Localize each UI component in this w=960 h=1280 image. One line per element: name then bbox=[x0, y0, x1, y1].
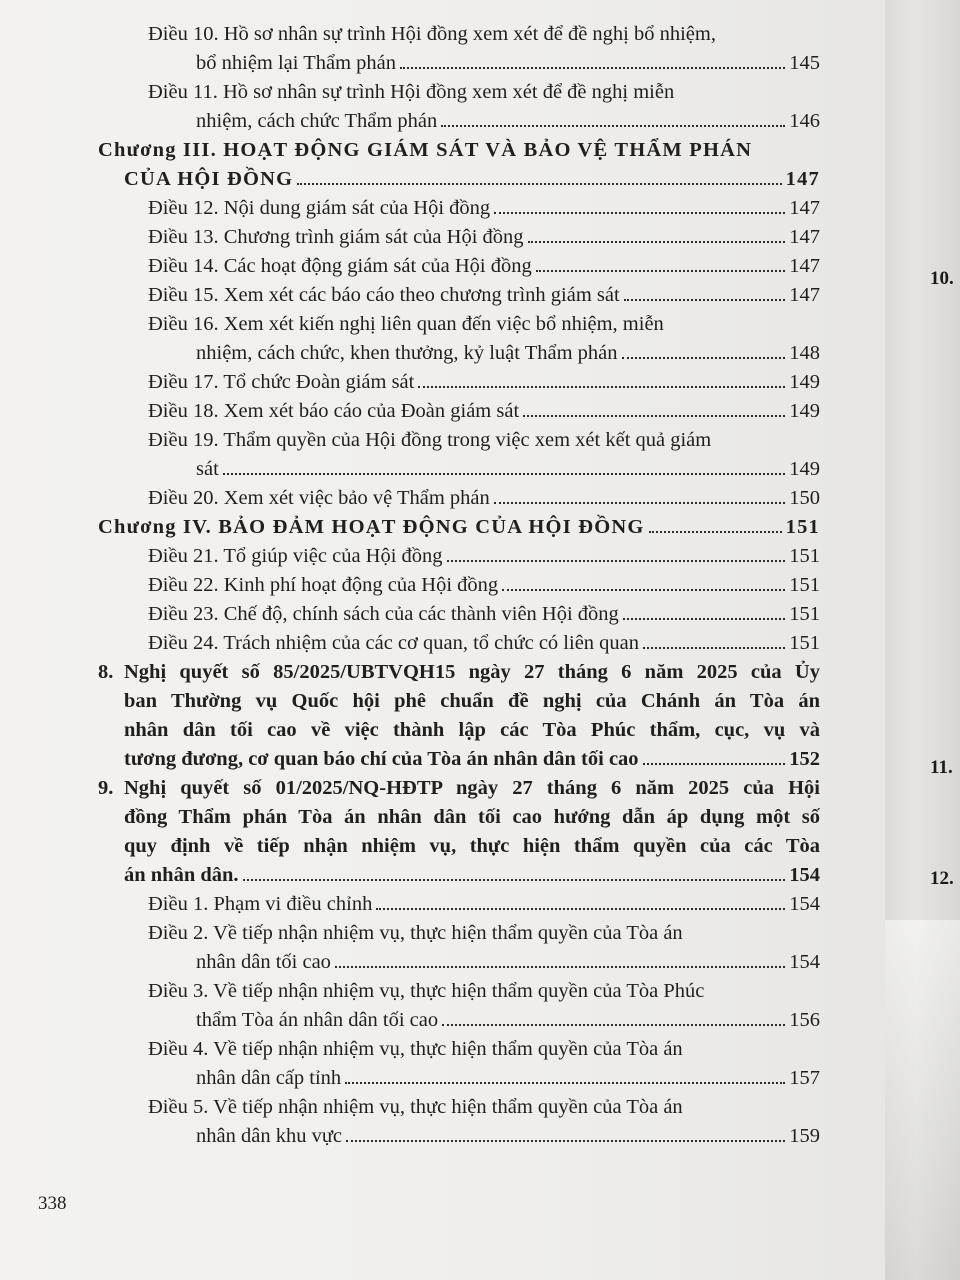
dot-leader bbox=[494, 212, 785, 214]
toc-line bbox=[148, 368, 820, 397]
toc-text: ban Thường vụ Quốc hội phê chuẩn đề nghị của Chánh án Tòa án bbox=[124, 690, 820, 712]
toc-text: Điều 2. Về tiếp nhận nhiệm vụ, thực hiện thẩm quyền của Tòa án bbox=[148, 922, 683, 944]
toc-page-number: 154 bbox=[789, 951, 820, 973]
toc-line bbox=[148, 426, 820, 455]
toc-article bbox=[98, 919, 820, 977]
toc-line bbox=[148, 455, 820, 484]
toc-text: Điều 10. Hồ sơ nhân sự trình Hội đồng xem xét để đề nghị bổ nhiệm, bbox=[148, 23, 716, 45]
toc-line bbox=[148, 107, 820, 136]
toc-line bbox=[148, 223, 820, 252]
toc-page-number: 151 bbox=[789, 574, 820, 596]
toc-text: Điều 5. Về tiếp nhận nhiệm vụ, thực hiện thẩm quyền của Tòa án bbox=[148, 1096, 683, 1118]
dot-leader bbox=[643, 763, 786, 765]
toc-line bbox=[148, 542, 820, 571]
toc-text: bổ nhiệm lại Thẩm phán bbox=[196, 52, 397, 74]
toc-article bbox=[98, 629, 820, 658]
toc-text: nhân dân tối cao bbox=[196, 951, 331, 973]
toc-line bbox=[124, 687, 820, 716]
toc-text: Điều 12. Nội dung giám sát của Hội đồng bbox=[148, 197, 491, 219]
toc-line bbox=[148, 310, 820, 339]
toc-text: thẩm Tòa án nhân dân tối cao bbox=[196, 1009, 439, 1031]
dot-leader bbox=[442, 1024, 785, 1026]
toc-page-number: 147 bbox=[789, 255, 820, 277]
toc-page-number: 156 bbox=[789, 1009, 820, 1031]
toc-text: Chương III. HOẠT ĐỘNG GIÁM SÁT VÀ BẢO VỆ THẨM PHÁN bbox=[98, 139, 753, 161]
toc-line bbox=[124, 745, 820, 774]
dot-leader bbox=[418, 386, 785, 388]
toc-chapter bbox=[98, 136, 820, 194]
toc-page-number: 154 bbox=[789, 864, 820, 886]
toc-line bbox=[124, 861, 820, 890]
toc-text: nhiệm, cách chức Thẩm phán bbox=[196, 110, 438, 132]
dot-leader bbox=[536, 270, 786, 272]
toc-page-number: 152 bbox=[789, 748, 820, 770]
toc-line bbox=[98, 513, 820, 542]
toc-page-number: 154 bbox=[789, 893, 820, 915]
toc-line bbox=[98, 165, 820, 194]
toc-text: Điều 1. Phạm vi điều chỉnh bbox=[148, 893, 373, 915]
dot-leader bbox=[441, 125, 785, 127]
toc-article bbox=[98, 1035, 820, 1093]
toc-article bbox=[98, 542, 820, 571]
toc-text: Điều 23. Chế độ, chính sách của các thành viên Hội đồng bbox=[148, 603, 619, 625]
dot-leader bbox=[502, 589, 785, 591]
toc-page-number: 148 bbox=[789, 342, 820, 364]
dot-leader bbox=[622, 357, 786, 359]
toc-line bbox=[148, 600, 820, 629]
toc-line bbox=[148, 1093, 820, 1122]
toc-line bbox=[148, 20, 820, 49]
toc-article bbox=[98, 310, 820, 368]
toc-text: Điều 18. Xem xét báo cáo của Đoàn giám sát bbox=[148, 400, 520, 422]
toc-text: tương đương, cơ quan báo chí của Tòa án nhân dân tối cao bbox=[124, 748, 639, 770]
toc-resolution bbox=[98, 658, 820, 774]
toc-page-number: 147 bbox=[789, 226, 820, 248]
toc-line bbox=[124, 716, 820, 745]
toc-line bbox=[98, 136, 820, 165]
dot-leader bbox=[345, 1082, 785, 1084]
page-number: 338 bbox=[38, 1193, 67, 1214]
toc-text: nhiệm, cách chức, khen thưởng, kỷ luật Thẩm phán bbox=[196, 342, 618, 364]
toc-text: Nghị quyết số 01/2025/NQ-HĐTP ngày 27 tháng 6 năm 2025 của Hội bbox=[124, 777, 820, 799]
toc-page-number: 151 bbox=[789, 632, 820, 654]
toc-article bbox=[98, 281, 820, 310]
toc-text: án nhân dân. bbox=[124, 864, 239, 886]
toc-line bbox=[148, 281, 820, 310]
dot-leader bbox=[376, 908, 785, 910]
dot-leader bbox=[623, 618, 785, 620]
toc-text: Điều 22. Kinh phí hoạt động của Hội đồng bbox=[148, 574, 499, 596]
toc-page-number: 146 bbox=[789, 110, 820, 132]
toc-line bbox=[148, 1122, 820, 1151]
toc-article bbox=[98, 78, 820, 136]
toc-page-number: 157 bbox=[789, 1067, 820, 1089]
toc-page-number: 150 bbox=[789, 487, 820, 509]
toc-text: Chương IV. BẢO ĐẢM HOẠT ĐỘNG CỦA HỘI ĐỒNG bbox=[98, 516, 645, 538]
toc-page-number: 159 bbox=[789, 1125, 820, 1147]
toc-text: Điều 13. Chương trình giám sát của Hội đồng bbox=[148, 226, 524, 248]
toc-line bbox=[148, 49, 820, 78]
toc-page-number: 147 bbox=[789, 197, 820, 219]
toc-line bbox=[148, 252, 820, 281]
toc-text: đồng Thẩm phán Tòa án nhân dân tối cao hướng dẫn áp dụng một số bbox=[124, 806, 820, 828]
toc-line bbox=[148, 484, 820, 513]
dot-leader bbox=[447, 560, 786, 562]
toc-article bbox=[98, 571, 820, 600]
toc-article bbox=[98, 194, 820, 223]
toc-text: Nghị quyết số 85/2025/UBTVQH15 ngày 27 tháng 6 năm 2025 của Ủy bbox=[124, 661, 820, 683]
toc-page-number: 149 bbox=[789, 400, 820, 422]
dot-leader bbox=[243, 879, 786, 881]
edge-number: 12. bbox=[930, 868, 954, 889]
toc-text: Điều 3. Về tiếp nhận nhiệm vụ, thực hiện thẩm quyền của Tòa Phúc bbox=[148, 980, 705, 1002]
toc-text: Điều 20. Xem xét việc bảo vệ Thẩm phán bbox=[148, 487, 490, 509]
dot-leader bbox=[643, 647, 785, 649]
toc-page-number: 151 bbox=[789, 545, 820, 567]
toc-page-number: 145 bbox=[789, 52, 820, 74]
toc-article bbox=[98, 426, 820, 484]
toc-text: nhân dân cấp tỉnh bbox=[196, 1067, 342, 1089]
toc-line bbox=[124, 832, 820, 861]
edge-number: 10. bbox=[930, 268, 954, 289]
toc-line bbox=[148, 890, 820, 919]
toc-text: Điều 11. Hồ sơ nhân sự trình Hội đồng xem xét để đề nghị miễn bbox=[148, 81, 675, 103]
dot-leader bbox=[649, 531, 782, 533]
toc-text: Điều 19. Thẩm quyền của Hội đồng trong việc xem xét kết quả giám bbox=[148, 429, 712, 451]
toc-text: nhân dân khu vực bbox=[196, 1125, 343, 1147]
toc-line bbox=[148, 948, 820, 977]
toc-line bbox=[148, 397, 820, 426]
dot-leader bbox=[494, 502, 785, 504]
toc-line bbox=[148, 78, 820, 107]
dot-leader bbox=[528, 241, 786, 243]
toc-article bbox=[98, 1093, 820, 1151]
toc-article bbox=[98, 252, 820, 281]
toc-article bbox=[98, 20, 820, 78]
dot-leader bbox=[297, 183, 781, 185]
toc-line bbox=[148, 629, 820, 658]
toc-line bbox=[148, 1006, 820, 1035]
toc-text: Điều 21. Tổ giúp việc của Hội đồng bbox=[148, 545, 443, 567]
toc-text: Điều 15. Xem xét các báo cáo theo chương trình giám sát bbox=[148, 284, 620, 306]
edge-number: 11. bbox=[930, 757, 953, 778]
dot-leader bbox=[400, 67, 785, 69]
toc-article bbox=[98, 484, 820, 513]
toc-line bbox=[148, 919, 820, 948]
table-of-contents bbox=[98, 20, 820, 1151]
toc-page-number: 149 bbox=[789, 371, 820, 393]
toc-resolution bbox=[98, 774, 820, 890]
toc-text: nhân dân tối cao về việc thành lập các Tòa Phúc thẩm, cục, vụ và bbox=[124, 719, 820, 741]
toc-line bbox=[148, 339, 820, 368]
toc-article bbox=[98, 368, 820, 397]
toc-line bbox=[148, 1035, 820, 1064]
toc-text: Điều 24. Trách nhiệm của các cơ quan, tổ chức có liên quan bbox=[148, 632, 640, 654]
toc-text: Điều 17. Tổ chức Đoàn giám sát bbox=[148, 371, 415, 393]
toc-text: CỦA HỘI ĐỒNG bbox=[124, 168, 294, 190]
toc-line bbox=[124, 774, 820, 803]
next-page-edge bbox=[885, 0, 960, 1280]
toc-line bbox=[124, 803, 820, 832]
toc-text: sát bbox=[196, 458, 219, 480]
toc-line bbox=[148, 194, 820, 223]
toc-line bbox=[148, 571, 820, 600]
toc-article bbox=[98, 977, 820, 1035]
toc-article bbox=[98, 223, 820, 252]
toc-article bbox=[98, 397, 820, 426]
toc-text: Điều 4. Về tiếp nhận nhiệm vụ, thực hiện thẩm quyền của Tòa án bbox=[148, 1038, 683, 1060]
resolution-number: 9. bbox=[98, 777, 114, 799]
toc-text: quy định về tiếp nhận nhiệm vụ, thực hiện thẩm quyền của các Tòa bbox=[124, 835, 820, 857]
toc-page-number: 147 bbox=[785, 168, 820, 190]
toc-line bbox=[148, 1064, 820, 1093]
toc-text: Điều 14. Các hoạt động giám sát của Hội đồng bbox=[148, 255, 532, 277]
dot-leader bbox=[223, 473, 785, 475]
dot-leader bbox=[523, 415, 785, 417]
toc-chapter bbox=[98, 513, 820, 542]
toc-article bbox=[98, 600, 820, 629]
toc-page-number: 147 bbox=[789, 284, 820, 306]
toc-text: Điều 16. Xem xét kiến nghị liên quan đến việc bổ nhiệm, miễn bbox=[148, 313, 664, 335]
page-fold bbox=[885, 920, 960, 1280]
dot-leader bbox=[346, 1140, 785, 1142]
toc-page-number: 151 bbox=[789, 603, 820, 625]
resolution-number: 8. bbox=[98, 661, 114, 683]
toc-article bbox=[98, 890, 820, 919]
dot-leader bbox=[624, 299, 786, 301]
toc-line bbox=[124, 658, 820, 687]
toc-page-number: 151 bbox=[785, 516, 820, 538]
dot-leader bbox=[335, 966, 785, 968]
toc-page-number: 149 bbox=[789, 458, 820, 480]
toc-line bbox=[148, 977, 820, 1006]
